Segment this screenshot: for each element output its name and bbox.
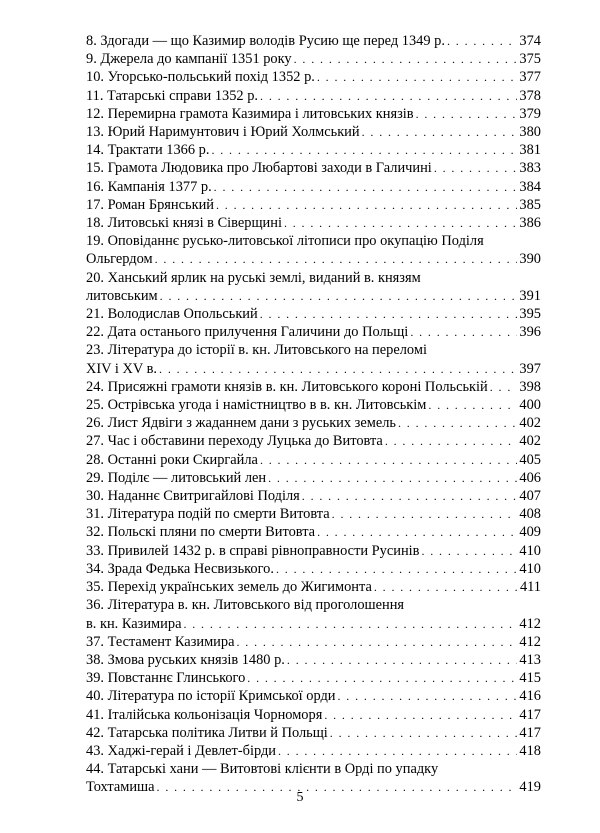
toc-entry xyxy=(86,542,541,560)
toc-entry xyxy=(86,232,541,268)
toc-entry-page: 408 xyxy=(519,506,541,523)
toc-entry-line xyxy=(86,706,541,724)
toc-entry-line xyxy=(86,414,541,432)
toc-entry xyxy=(86,305,541,323)
dot-leader xyxy=(183,615,517,633)
toc-entry-line xyxy=(86,323,541,341)
toc-entry-title: 34. Зрада Федька Несвизького. xyxy=(86,560,274,577)
toc-entry-line xyxy=(86,105,541,123)
dot-leader xyxy=(260,451,517,469)
table-of-contents xyxy=(86,32,541,797)
toc-entry-line xyxy=(86,542,541,560)
toc-entry-title: 13. Юрий Наримунтович і Юрий Холмський xyxy=(86,124,360,141)
toc-entry-page: 406 xyxy=(519,469,541,486)
toc-entry-line xyxy=(86,141,541,159)
toc-entry-title: 9. Джерела до кампанії 1351 року xyxy=(86,51,292,68)
toc-entry-title: 37. Тестамент Казимира xyxy=(86,633,235,650)
toc-entry-title: 15. Грамота Людовика про Любартові заходи в Галичині xyxy=(86,160,432,177)
toc-entry-line xyxy=(86,214,541,232)
toc-entry-page: 375 xyxy=(519,51,541,68)
toc-entry-page: 410 xyxy=(519,542,541,559)
toc-entry-line xyxy=(86,615,541,633)
toc-entry xyxy=(86,578,541,596)
toc-entry-line xyxy=(86,250,541,268)
toc-entry-title: 27. Час і обставини переходу Луцька до Витовта xyxy=(86,433,383,450)
toc-entry xyxy=(86,724,541,742)
toc-entry-line xyxy=(86,578,541,596)
toc-entry-page: 377 xyxy=(519,69,541,86)
toc-entry-line xyxy=(86,378,541,396)
toc-entry-line xyxy=(86,196,541,214)
toc-entry xyxy=(86,706,541,724)
toc-entry xyxy=(86,341,541,377)
dot-leader xyxy=(211,141,517,159)
toc-entry-line xyxy=(86,432,541,450)
toc-entry xyxy=(86,523,541,541)
toc-entry-page: 378 xyxy=(519,87,541,104)
toc-entry-page: 379 xyxy=(519,105,541,122)
dot-leader xyxy=(160,287,518,305)
toc-entry-page: 412 xyxy=(519,615,541,632)
dot-leader xyxy=(159,360,517,378)
toc-entry xyxy=(86,214,541,232)
toc-entry xyxy=(86,487,541,505)
toc-entry-title: Ольгердом xyxy=(86,251,153,268)
toc-entry-page: 413 xyxy=(519,651,541,668)
toc-entry-page: 381 xyxy=(519,142,541,159)
toc-entry-line xyxy=(86,669,541,687)
toc-entry-line xyxy=(86,505,541,523)
dot-leader xyxy=(317,523,517,541)
dot-leader xyxy=(294,50,518,68)
toc-entry-title-line: 36. Література в. кн. Литовського від проголошення xyxy=(86,597,405,614)
toc-entry-title: 8. Здогади — що Казимир володів Русию ще перед 1349 р. xyxy=(86,33,445,49)
toc-entry-page: 396 xyxy=(519,324,541,341)
dot-leader xyxy=(278,742,517,760)
dot-leader xyxy=(216,196,517,214)
toc-entry-title: 40. Література по історії Кримської орди xyxy=(86,688,336,705)
dot-leader xyxy=(236,633,517,651)
toc-entry-title: 16. Кампанія 1377 р. xyxy=(86,178,212,195)
dot-leader xyxy=(398,414,517,432)
toc-entry-page: 383 xyxy=(519,160,541,177)
toc-entry-line xyxy=(86,651,541,669)
dot-leader xyxy=(287,651,518,669)
toc-entry-line xyxy=(86,68,541,86)
toc-entry-line xyxy=(86,178,541,196)
dot-leader xyxy=(410,323,517,341)
toc-entry-line xyxy=(86,305,541,323)
dot-leader xyxy=(416,105,518,123)
dot-leader xyxy=(260,87,517,105)
toc-entry-line xyxy=(86,451,541,469)
dot-leader xyxy=(155,250,518,268)
toc-entry-page: 407 xyxy=(519,488,541,505)
toc-entry-title-line: 20. Ханський ярлик на руські землі, виданий в. князям xyxy=(86,269,421,286)
dot-leader xyxy=(260,305,518,323)
toc-entry-page: 417 xyxy=(519,724,541,741)
toc-entry-title: Тохтамиша xyxy=(86,779,155,796)
toc-entry xyxy=(86,742,541,760)
toc-entry-title: 22. Дата останього прилучення Галичини до Польщі xyxy=(86,324,409,341)
toc-entry-title: 33. Привилей 1432 р. в справі рівноправности Русинів xyxy=(86,542,420,559)
toc-entry-title-line: 19. Оповіданнє русько-литовської літописи про окупацію Поділя xyxy=(86,233,484,250)
toc-entry-page: 412 xyxy=(519,633,541,650)
toc-entry-line xyxy=(86,487,541,505)
dot-leader xyxy=(447,32,517,50)
toc-entry-title: 42. Татарська політика Литви й Польщі xyxy=(86,724,328,741)
toc-entry xyxy=(86,432,541,450)
toc-entry xyxy=(86,87,541,105)
toc-entry-page: 380 xyxy=(519,124,541,141)
toc-entry xyxy=(86,596,541,632)
toc-entry xyxy=(86,32,541,50)
toc-entry xyxy=(86,269,541,305)
toc-entry xyxy=(86,178,541,196)
toc-entry-title: 12. Перемирна грамота Казимира і литовських князів xyxy=(86,105,414,122)
dot-leader xyxy=(330,724,518,742)
toc-entry xyxy=(86,414,541,432)
toc-entry-title: 14. Трактати 1366 р. xyxy=(86,142,210,159)
toc-entry-line xyxy=(86,724,541,742)
toc-entry-line xyxy=(86,687,541,705)
toc-entry xyxy=(86,141,541,159)
dot-leader xyxy=(434,159,518,177)
toc-entry-title: 26. Лист Ядвіги з жаданнем дани з руських земель xyxy=(86,415,396,432)
toc-entry-line xyxy=(86,87,541,105)
dot-leader xyxy=(385,432,518,450)
toc-entry xyxy=(86,68,541,86)
dot-leader xyxy=(362,123,518,141)
toc-entry-title: в. кн. Казимира xyxy=(86,615,182,632)
dot-leader xyxy=(428,396,517,414)
toc-entry-page: 397 xyxy=(519,360,541,377)
toc-entry-title: 11. Татарські справи 1352 р. xyxy=(86,87,259,104)
toc-entry-line xyxy=(86,560,541,578)
toc-entry xyxy=(86,159,541,177)
dot-leader xyxy=(214,178,518,196)
toc-entry-title: 21. Володислав Опольський xyxy=(86,306,258,323)
dot-leader xyxy=(421,542,517,560)
toc-entry xyxy=(86,196,541,214)
toc-entry xyxy=(86,396,541,414)
toc-entry-title: 32. Польскі пляни по смерти Витовта xyxy=(86,524,316,541)
toc-entry-title: литовським xyxy=(86,287,158,304)
toc-entry-title: 25. Острівська угода і намістництво в в. кн. Литовськім xyxy=(86,397,427,414)
toc-entry-page: 385 xyxy=(519,196,541,213)
toc-entry-title: 18. Литовські князі в Сіверщині xyxy=(86,215,282,232)
toc-entry-page: 398 xyxy=(519,378,541,395)
toc-entry-line xyxy=(86,633,541,651)
toc-entry xyxy=(86,451,541,469)
toc-entry-page: 402 xyxy=(519,433,541,450)
toc-entry-line xyxy=(86,469,541,487)
toc-entry-line xyxy=(86,32,541,50)
dot-leader xyxy=(302,487,518,505)
toc-entry-line xyxy=(86,396,541,414)
dot-leader xyxy=(247,669,517,687)
toc-entry-title: 41. Італійська кольонізація Чорноморя xyxy=(86,706,323,723)
toc-entry xyxy=(86,669,541,687)
toc-entry-page: 417 xyxy=(519,706,541,723)
toc-entry xyxy=(86,123,541,141)
toc-entry-page: 416 xyxy=(519,688,541,705)
toc-entry-line xyxy=(86,287,541,305)
toc-entry-title: 38. Змова руських князів 1480 р. xyxy=(86,651,285,668)
toc-entry-line xyxy=(86,360,541,378)
toc-entry xyxy=(86,50,541,68)
toc-entry-line xyxy=(86,159,541,177)
toc-entry-page: 386 xyxy=(519,215,541,232)
toc-entry-title: 43. Хаджі-герай і Девлет-бірди xyxy=(86,742,276,759)
toc-entry-page: 390 xyxy=(519,251,541,268)
toc-entry-title-line: 23. Література до історії в. кн. Литовського на переломі xyxy=(86,342,427,359)
toc-entry-page: 384 xyxy=(519,178,541,195)
toc-entry-page: 402 xyxy=(519,415,541,432)
toc-entry-title: 31. Література подій по смерти Витовта xyxy=(86,506,330,523)
dot-leader xyxy=(284,214,517,232)
dot-leader xyxy=(324,706,517,724)
toc-entry xyxy=(86,687,541,705)
toc-entry xyxy=(86,505,541,523)
dot-leader xyxy=(374,578,518,596)
toc-entry xyxy=(86,469,541,487)
toc-entry xyxy=(86,560,541,578)
toc-entry-title: 30. Наданнє Свитригайлові Поділя xyxy=(86,488,300,505)
toc-entry-page: 419 xyxy=(519,779,541,796)
toc-entry-title: 39. Повстаннє Глинського xyxy=(86,670,246,687)
toc-entry-line xyxy=(86,523,541,541)
toc-entry-title-line: 44. Татарські хани — Витовтові клієнти в Орді по упадку xyxy=(86,761,439,778)
toc-entry-page: 409 xyxy=(519,524,541,541)
toc-entry-title: 28. Останні роки Скиргайла xyxy=(86,451,258,468)
toc-entry-title: 29. Поділє — литовський лен xyxy=(86,469,267,486)
toc-entry-page: 410 xyxy=(519,560,541,577)
toc-entry xyxy=(86,633,541,651)
dot-leader xyxy=(317,68,518,86)
toc-entry-page: 395 xyxy=(519,306,541,323)
dot-leader xyxy=(268,469,517,487)
toc-entry-page: 418 xyxy=(519,742,541,759)
toc-entry xyxy=(86,651,541,669)
toc-entry-line xyxy=(86,50,541,68)
toc-entry-line xyxy=(86,742,541,760)
toc-entry-page: 391 xyxy=(519,287,541,304)
toc-entry-title: 24. Присяжні грамоти князів в. кн. Литовського короні Польській xyxy=(86,378,488,395)
toc-entry-page: 415 xyxy=(519,670,541,687)
page-number: 5 xyxy=(296,790,304,805)
toc-entry-page: 411 xyxy=(519,579,541,596)
dot-leader xyxy=(276,560,517,578)
dot-leader xyxy=(338,687,518,705)
toc-entry-title: 35. Перехід українських земель до Жигимонта xyxy=(86,579,372,596)
dot-leader xyxy=(332,505,518,523)
toc-entry xyxy=(86,105,541,123)
toc-entry-page: 400 xyxy=(519,397,541,414)
toc-entry xyxy=(86,323,541,341)
toc-entry-title: 10. Угорсько-польський похід 1352 р. xyxy=(86,69,315,86)
toc-entry-title: 17. Роман Брянський xyxy=(86,196,214,213)
toc-entry xyxy=(86,378,541,396)
toc-entry-title: XIV і XV в. xyxy=(86,360,158,377)
toc-entry-line xyxy=(86,123,541,141)
toc-entry-page: 374 xyxy=(519,33,541,49)
toc-entry-page: 405 xyxy=(519,451,541,468)
dot-leader xyxy=(490,378,518,396)
